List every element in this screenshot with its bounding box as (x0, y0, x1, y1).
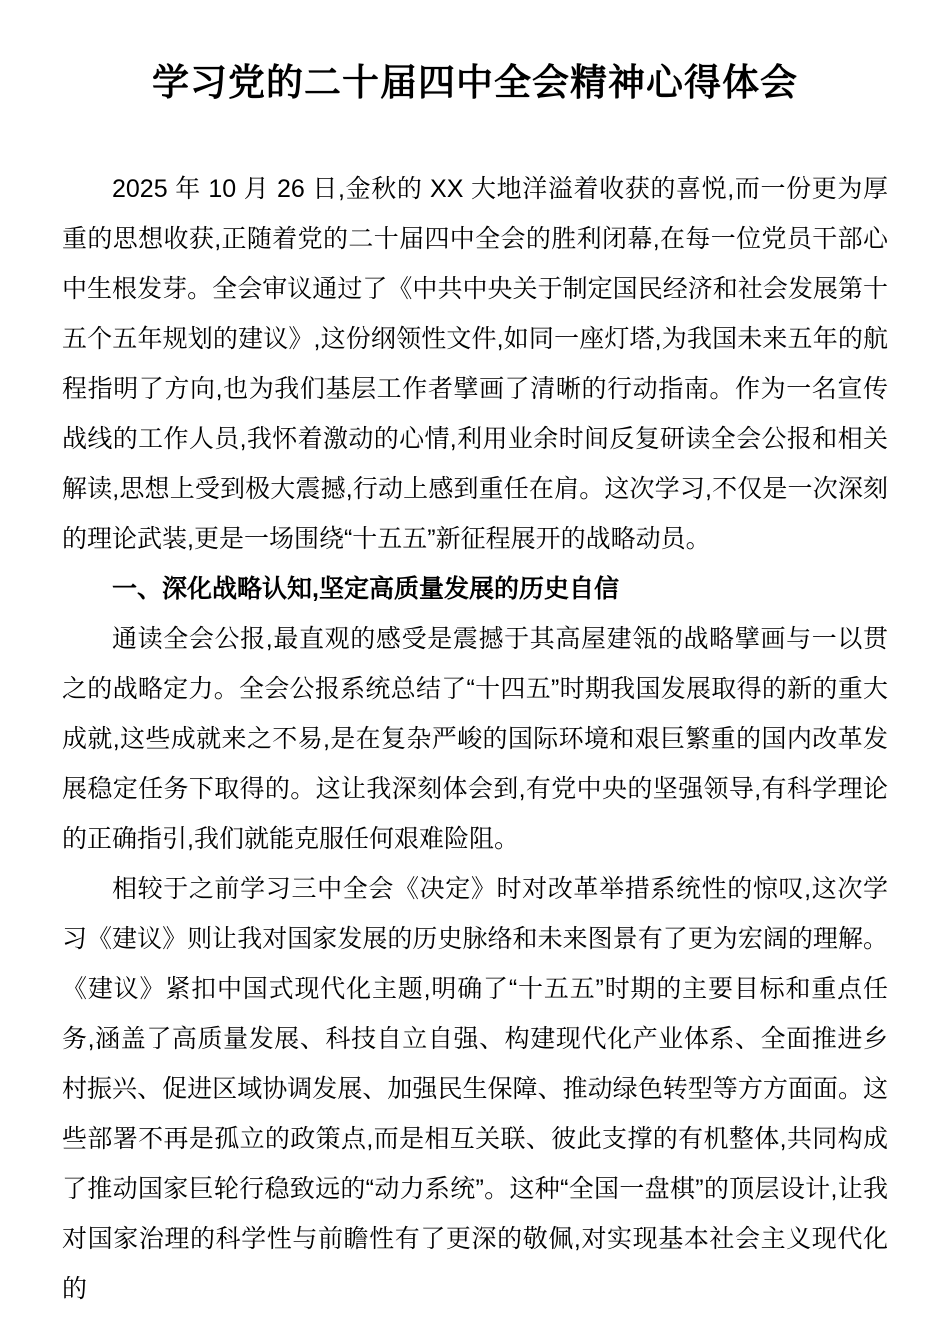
section-heading-1: 一、深化战略认知,坚定高质量发展的历史自信 (112, 575, 619, 603)
paragraph-intro: 2025 年 10 月 26 日,金秋的 XX 大地洋溢着收获的喜悦,而一份更为厚重的思想收获,正随着党的二十届四中全会的胜利闭幕,在每一位党员干部心中生根发芽。全会审议通过了《中共中央关于制定国民经济和社会发展第十五个五年规划的建议》,这份纲领性文件,如同一座灯塔,为我国未来五年的航程指明了方向,也为我们基层工作者擘画了清晰的行动指南。作为一名宣传战线的工作人员,我怀着激动的心情,利用业余时间反复研读全会公报和相关解读,思想上受到极大震撼,行动上感到重任在肩。这次学习,不仅是一次深刻的理论武装,更是一场围绕“十五五”新征程展开的战略动员。 (62, 175, 888, 553)
document-title: 学习党的二十届四中全会精神心得体会 (152, 62, 798, 103)
paragraph-section1-body-2: 相较于之前学习三中全会《决定》时对改革举措系统性的惊叹,这次学习《建议》则让我对国家发展的历史脉络和未来图景有了更为宏阔的理解。《建议》紧扣中国式现代化主题,明确了“十五五”时期的主要目标和重点任务,涵盖了高质量发展、科技自立自强、构建现代化产业体系、全面推进乡村振兴、促进区域协调发展、加强民生保障、推动绿色转型等方方面面。这些部署不再是孤立的政策点,而是相互关联、彼此支撑的有机整体,共同构成了推动国家巨轮行稳致远的“动力系统”。这种“全国一盘棋”的顶层设计,让我对国家治理的科学性与前瞻性有了更深的敬佩,对实现基本社会主义现代化的 (62, 875, 888, 1303)
paragraph-section1-body: 通读全会公报,最直观的感受是震撼于其高屋建瓴的战略擘画与一以贯之的战略定力。全会公报系统总结了“十四五”时期我国发展取得的新的重大成就,这些成就来之不易,是在复杂严峻的国际环境和艰巨繁重的国内改革发展稳定任务下取得的。这让我深刻体会到,有党中央的坚强领导,有科学理论的正确指引,我们就能克服任何艰难险阻。 (62, 625, 888, 853)
